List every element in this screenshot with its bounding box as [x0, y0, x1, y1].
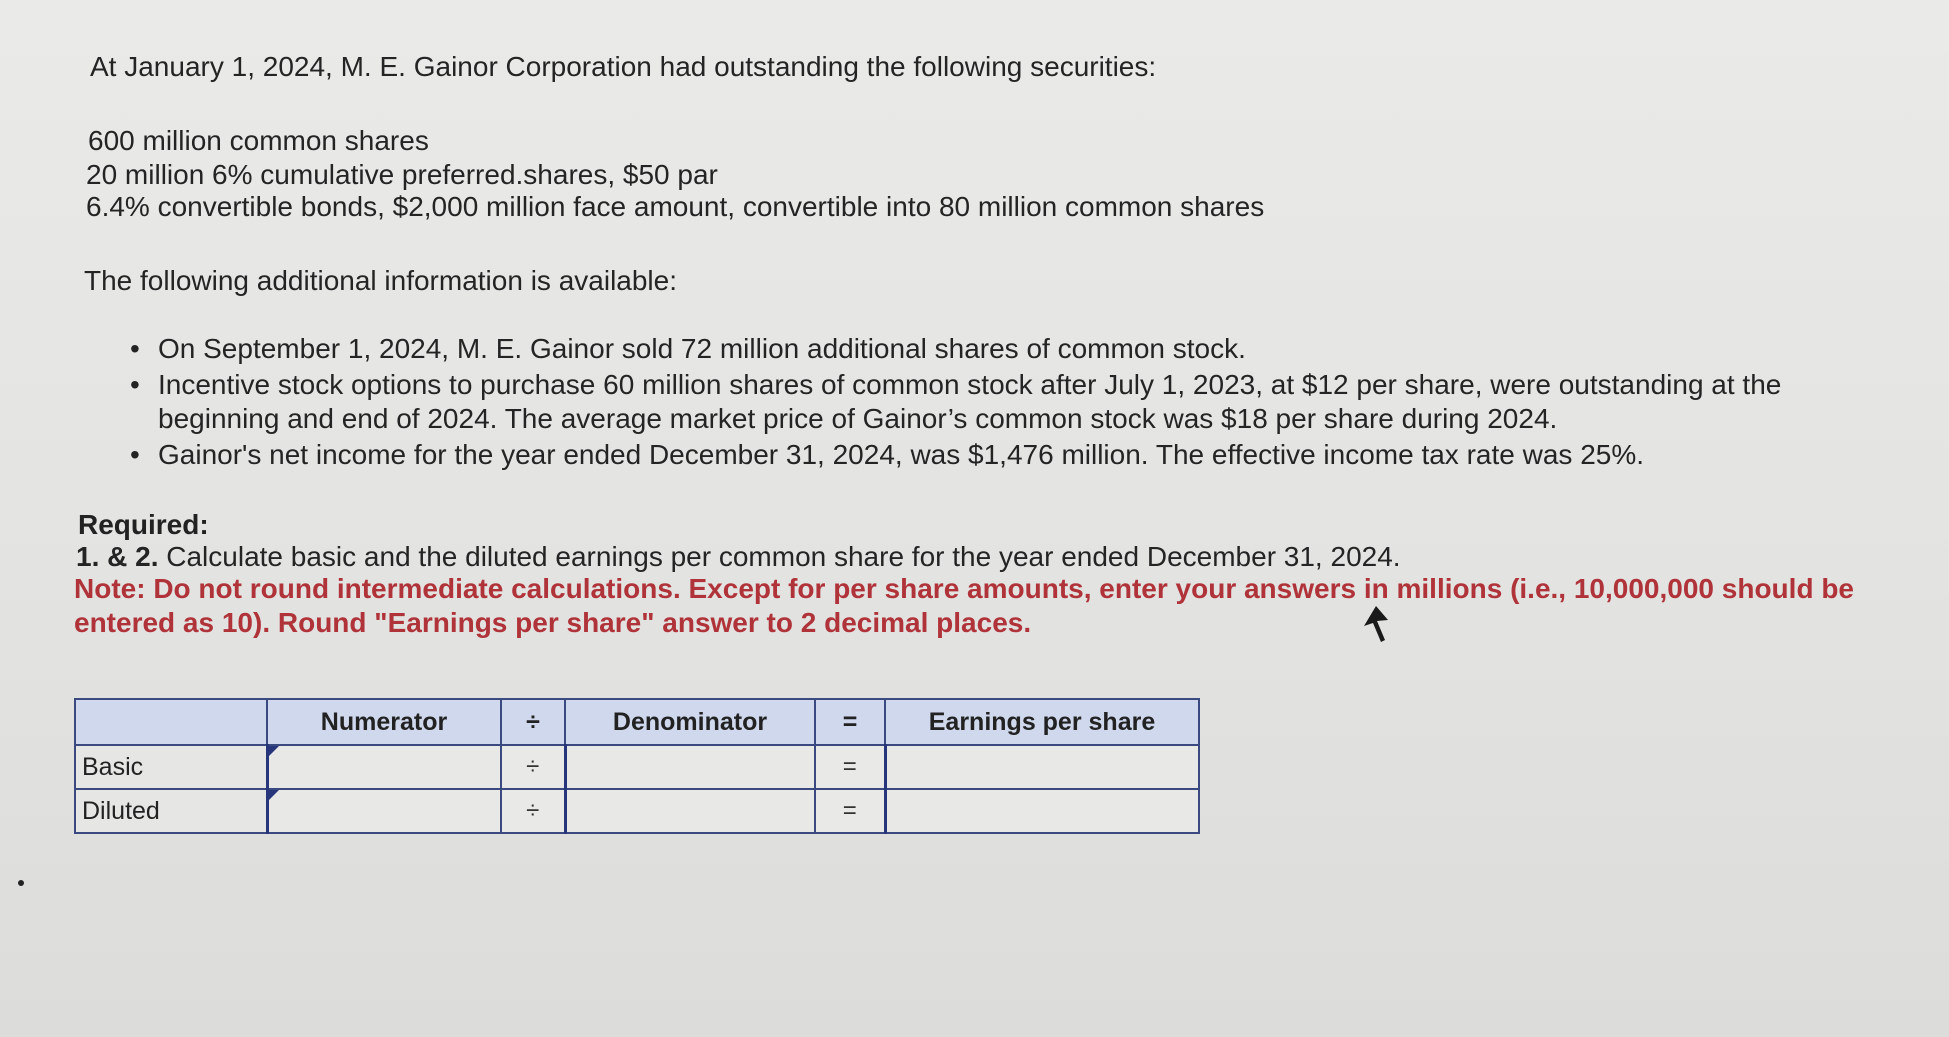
additional-info-heading: The following additional information is available:: [84, 265, 678, 296]
header-earnings-per-share: Earnings per share: [885, 699, 1199, 745]
basic-equals-sign: =: [815, 745, 885, 789]
security-common-shares: 600 million common shares: [88, 125, 429, 156]
diluted-eps-cell[interactable]: [885, 789, 1199, 833]
list-item: • Incentive stock options to purchase 60 million shares of common stock after July 1, 2023, at $12 per share, were outstanding at the beginning and end of 2024. The average market price of Gainor’s common stock was $18 per share during 2024.: [130, 368, 1898, 436]
note-text: Do not round intermediate calculations. Except for per share amounts, enter your answers in millions (i.e., 10,000,000 should be entered as 10). Round "Earnings per share" answer to 2 decimal places.: [74, 573, 1854, 638]
diluted-eps-input[interactable]: [887, 790, 1199, 832]
input-marker-icon: [269, 746, 279, 756]
diluted-denominator-cell[interactable]: [565, 789, 815, 833]
basic-denominator-input[interactable]: [567, 746, 815, 788]
stray-mark: [18, 880, 24, 886]
header-blank: [75, 699, 267, 745]
header-denominator: Denominator: [565, 699, 815, 745]
diluted-numerator-cell[interactable]: [267, 789, 501, 833]
row-label-diluted: Diluted: [75, 789, 267, 833]
eps-table: [74, 698, 1200, 834]
header-equals-sign: =: [815, 699, 885, 745]
additional-info-list: [130, 332, 1910, 472]
required-label: Required:: [78, 509, 209, 540]
diluted-divide-sign: ÷: [501, 789, 565, 833]
basic-eps-input[interactable]: [887, 746, 1199, 788]
requirement-description: Calculate basic and the diluted earnings per common share for the year ended December 31, 2024.: [166, 541, 1401, 572]
diluted-equals-sign: =: [815, 789, 885, 833]
security-preferred-shares: 20 million 6% cumulative preferred.shares, $50 par: [86, 159, 718, 190]
input-marker-icon: [269, 790, 279, 800]
basic-numerator-input[interactable]: [269, 746, 501, 788]
diluted-denominator-input[interactable]: [567, 790, 815, 832]
mouse-pointer-icon: [1362, 604, 1390, 644]
header-numerator: Numerator: [267, 699, 501, 745]
header-divide-sign: ÷: [501, 699, 565, 745]
basic-denominator-cell[interactable]: [565, 745, 815, 789]
note-label: Note:: [74, 573, 146, 604]
table-row-basic: [75, 745, 1199, 789]
table-row-diluted: [75, 789, 1199, 833]
list-item: • Gainor's net income for the year ended December 31, 2024, was $1,476 million. The effective income tax rate was 25%.: [130, 438, 1910, 472]
instruction-note: [74, 572, 1854, 640]
security-convertible-bonds: 6.4% convertible bonds, $2,000 million face amount, convertible into 80 million common shares: [86, 191, 1265, 222]
diluted-numerator-input[interactable]: [269, 790, 501, 832]
row-label-basic: Basic: [75, 745, 267, 789]
intro-text: At January 1, 2024, M. E. Gainor Corporation had outstanding the following securities:: [90, 51, 1157, 82]
list-item: • On September 1, 2024, M. E. Gainor sold 72 million additional shares of common stock.: [130, 332, 1910, 366]
basic-divide-sign: ÷: [501, 745, 565, 789]
basic-numerator-cell[interactable]: [267, 745, 501, 789]
requirement-text: [76, 540, 1401, 574]
table-header-row: [75, 699, 1199, 745]
requirement-number: 1. & 2.: [76, 541, 159, 572]
basic-eps-cell[interactable]: [885, 745, 1199, 789]
